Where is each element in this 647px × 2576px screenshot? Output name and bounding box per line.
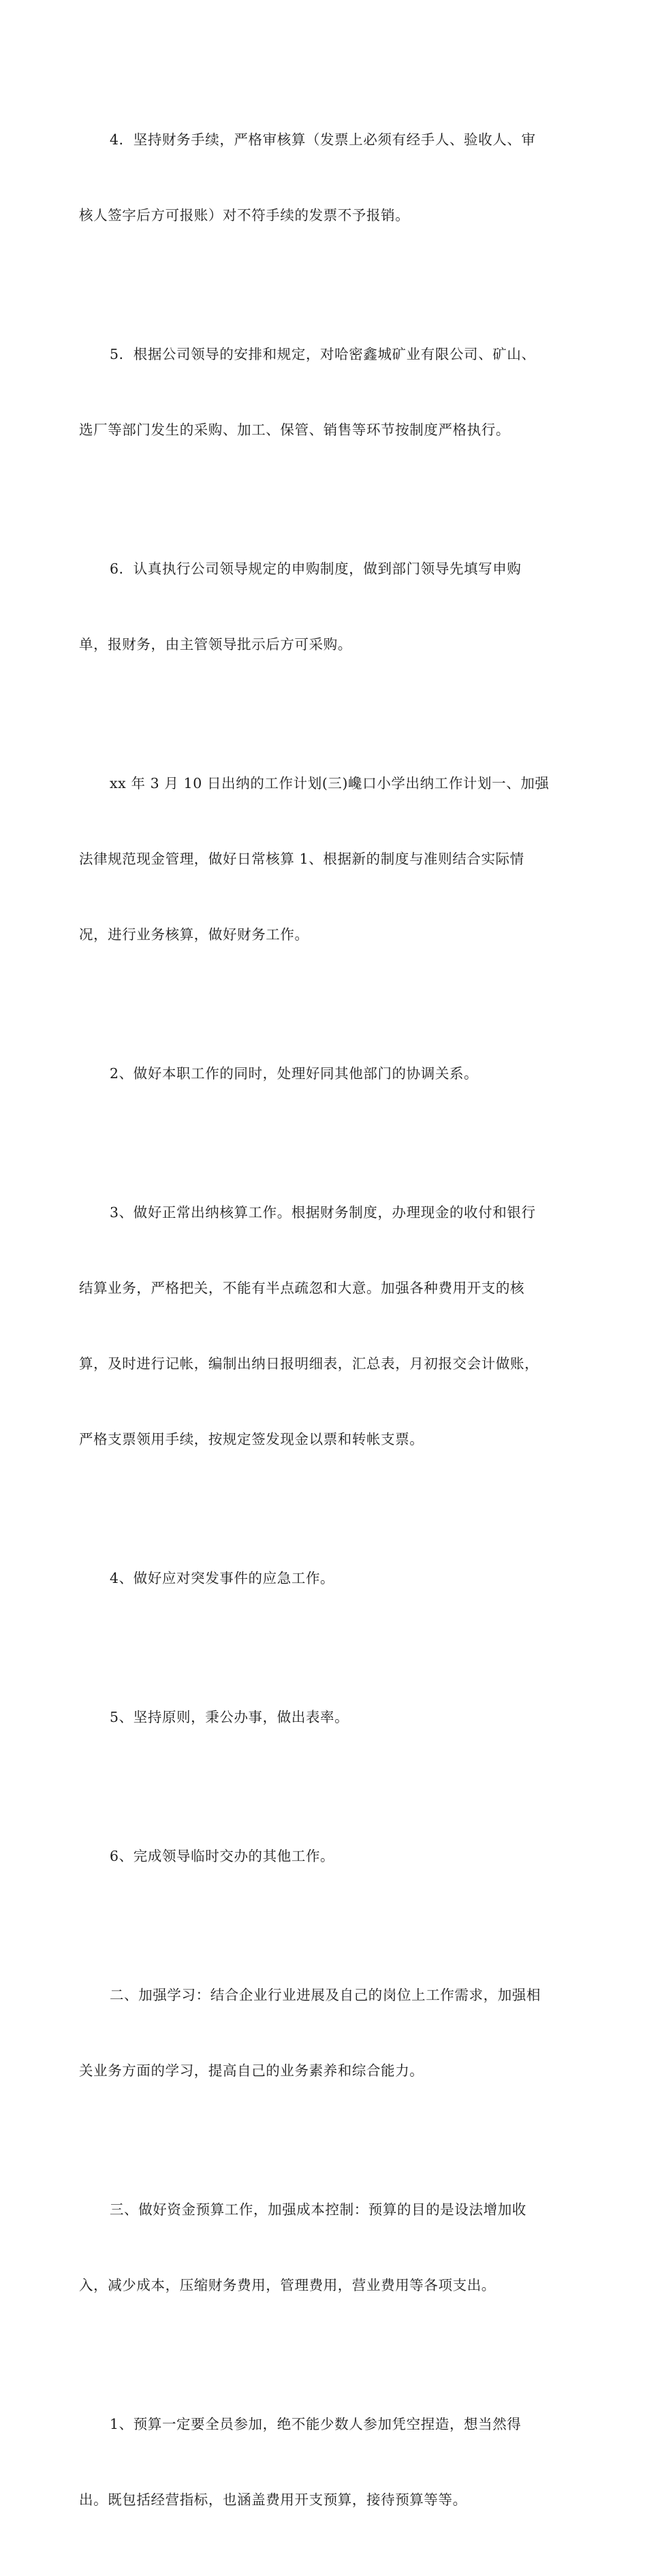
paragraph-line: 算，及时进行记帐，编制出纳日报明细表，汇总表，月初报交会计做账，	[79, 1355, 539, 1372]
paragraph-line: 结算业务，严格把关，不能有半点疏忽和大意。加强各种费用开支的核	[79, 1280, 525, 1296]
paragraph-10	[79, 1932, 569, 2134]
paragraph-4	[79, 721, 569, 998]
paragraph-7	[79, 1515, 569, 1642]
paragraph-line: 出。既包括经营指标，也涵盖费用开支预算，接待预算等等。	[79, 2492, 467, 2508]
paragraph-line: xx 年 3 月 10 日出纳的工作计划(三)巉口小学出纳工作计划一、加强	[110, 775, 550, 791]
paragraph-line: 单，报财务，由主管领导批示后方可采购。	[79, 636, 352, 653]
paragraph-6	[79, 1150, 569, 1503]
paragraph-line: 三、做好资金预算工作，加强成本控制：预算的目的是设法增加收	[110, 2201, 526, 2218]
document-body	[79, 77, 569, 2576]
paragraph-line: 4、做好应对突发事件的应急工作。	[110, 1570, 335, 1586]
paragraph-3	[79, 506, 569, 708]
paragraph-line: 5、坚持原则，秉公办事，做出表率。	[110, 1709, 349, 1725]
paragraph-line: 4．坚持财务手续，严格审核算（发票上必须有经手人、验收人、审	[110, 131, 536, 148]
paragraph-line: 二、加强学习：结合企业行业进展及自己的岗位上工作需求，加强相	[110, 1987, 541, 2003]
paragraph-line: 关业务方面的学习，提高自己的业务素养和综合能力。	[79, 2062, 424, 2079]
paragraph-2	[79, 292, 569, 493]
paragraph-line: 5．根据公司领导的安排和规定，对哈密鑫城矿业有限公司、矿山、	[110, 346, 536, 362]
paragraph-line: 3、做好正常出纳核算工作。根据财务制度，办理现金的收付和银行	[110, 1204, 536, 1221]
paragraph-line: 入，减少成本，压缩财务费用，管理费用，营业费用等各项支出。	[79, 2277, 496, 2293]
paragraph-12	[79, 2361, 569, 2563]
paragraph-8	[79, 1654, 569, 1780]
paragraph-5	[79, 1011, 569, 1137]
paragraph-1	[79, 77, 569, 279]
paragraph-line: 6、完成领导临时交办的其他工作。	[110, 1848, 335, 1864]
paragraph-line: 严格支票领用手续，按规定签发现金以票和转帐支票。	[79, 1431, 424, 1447]
paragraph-line: 6．认真执行公司领导规定的申购制度，做到部门领导先填写申购	[110, 561, 522, 577]
paragraph-9	[79, 1793, 569, 1919]
paragraph-line: 法律规范现金管理，做好日常核算 1、根据新的制度与准则结合实际情	[79, 851, 524, 867]
paragraph-line: 况，进行业务核算，做好财务工作。	[79, 926, 309, 943]
paragraph-11	[79, 2147, 569, 2349]
paragraph-line: 1、预算一定要全员参加，绝不能少数人参加凭空捏造，想当然得	[110, 2416, 522, 2432]
paragraph-line: 核人签字后方可报账）对不符手续的发票不予报销。	[79, 207, 410, 223]
paragraph-line: 2、做好本职工作的同时，处理好同其他部门的协调关系。	[110, 1065, 479, 1082]
paragraph-line: 选厂等部门发生的采购、加工、保管、销售等环节按制度严格执行。	[79, 422, 510, 438]
